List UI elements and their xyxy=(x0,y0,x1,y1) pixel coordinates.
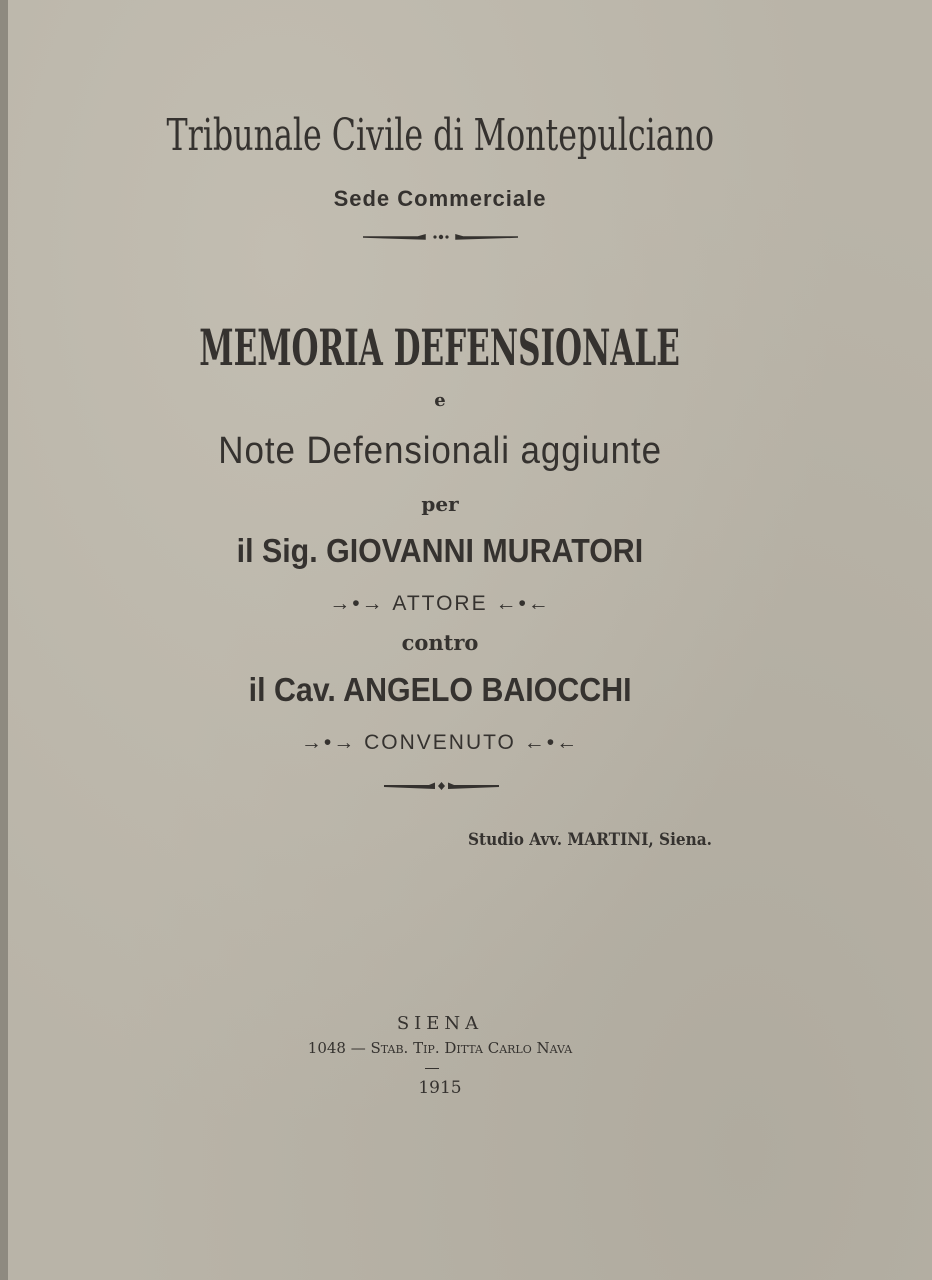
ornament-right-icon: ←•← xyxy=(487,592,551,615)
versus xyxy=(0,630,880,655)
court-title xyxy=(0,110,880,161)
court-title-text: Tribunale Civile di Montepulciano xyxy=(166,110,714,161)
court-section xyxy=(0,186,880,212)
defendant-role xyxy=(0,731,880,755)
ornament-divider-top xyxy=(363,232,518,242)
imprint-year xyxy=(0,1078,880,1098)
document-subtitle xyxy=(0,430,880,473)
imprint-year-text: 1915 xyxy=(418,1078,462,1098)
defendant-role-text: CONVENUTO xyxy=(364,731,516,754)
defendant-text: il Cav. ANGELO BAIOCCHI xyxy=(248,671,632,708)
versus-text: contro xyxy=(401,630,479,655)
document-title-text: MEMORIA DEFENSIONALE xyxy=(199,318,681,377)
plaintiff-text: il Sig. GIOVANNI MURATORI xyxy=(236,532,644,569)
document-subtitle-text: Note Defensionali aggiunte xyxy=(218,430,662,472)
law-office xyxy=(468,830,739,850)
document-title xyxy=(0,318,880,377)
defendant xyxy=(0,671,880,709)
conjunction-text: e xyxy=(434,390,446,411)
ornament-right-icon: ←•← xyxy=(515,731,580,754)
plaintiff-role xyxy=(0,592,880,616)
imprint-divider xyxy=(425,1068,439,1069)
imprint-printer-text: 1048 — Stab. Tip. Ditta Carlo Nava xyxy=(307,1039,573,1057)
imprint-printer xyxy=(0,1039,880,1057)
preposition xyxy=(0,492,880,516)
imprint-city-text: SIENA xyxy=(396,1013,484,1034)
preposition-text: per xyxy=(421,492,459,516)
imprint-city xyxy=(0,1013,880,1034)
court-section-text: Sede Commerciale xyxy=(333,186,547,211)
plaintiff-role-text: ATTORE xyxy=(392,592,488,615)
ornament-left-icon: →•→ xyxy=(300,731,365,754)
conjunction xyxy=(0,390,880,411)
ornament-left-icon: →•→ xyxy=(329,592,393,615)
ornament-divider-bottom xyxy=(384,781,499,791)
law-office-text: Studio Avv. MARTINI, Siena. xyxy=(468,830,712,850)
plaintiff xyxy=(0,532,880,570)
